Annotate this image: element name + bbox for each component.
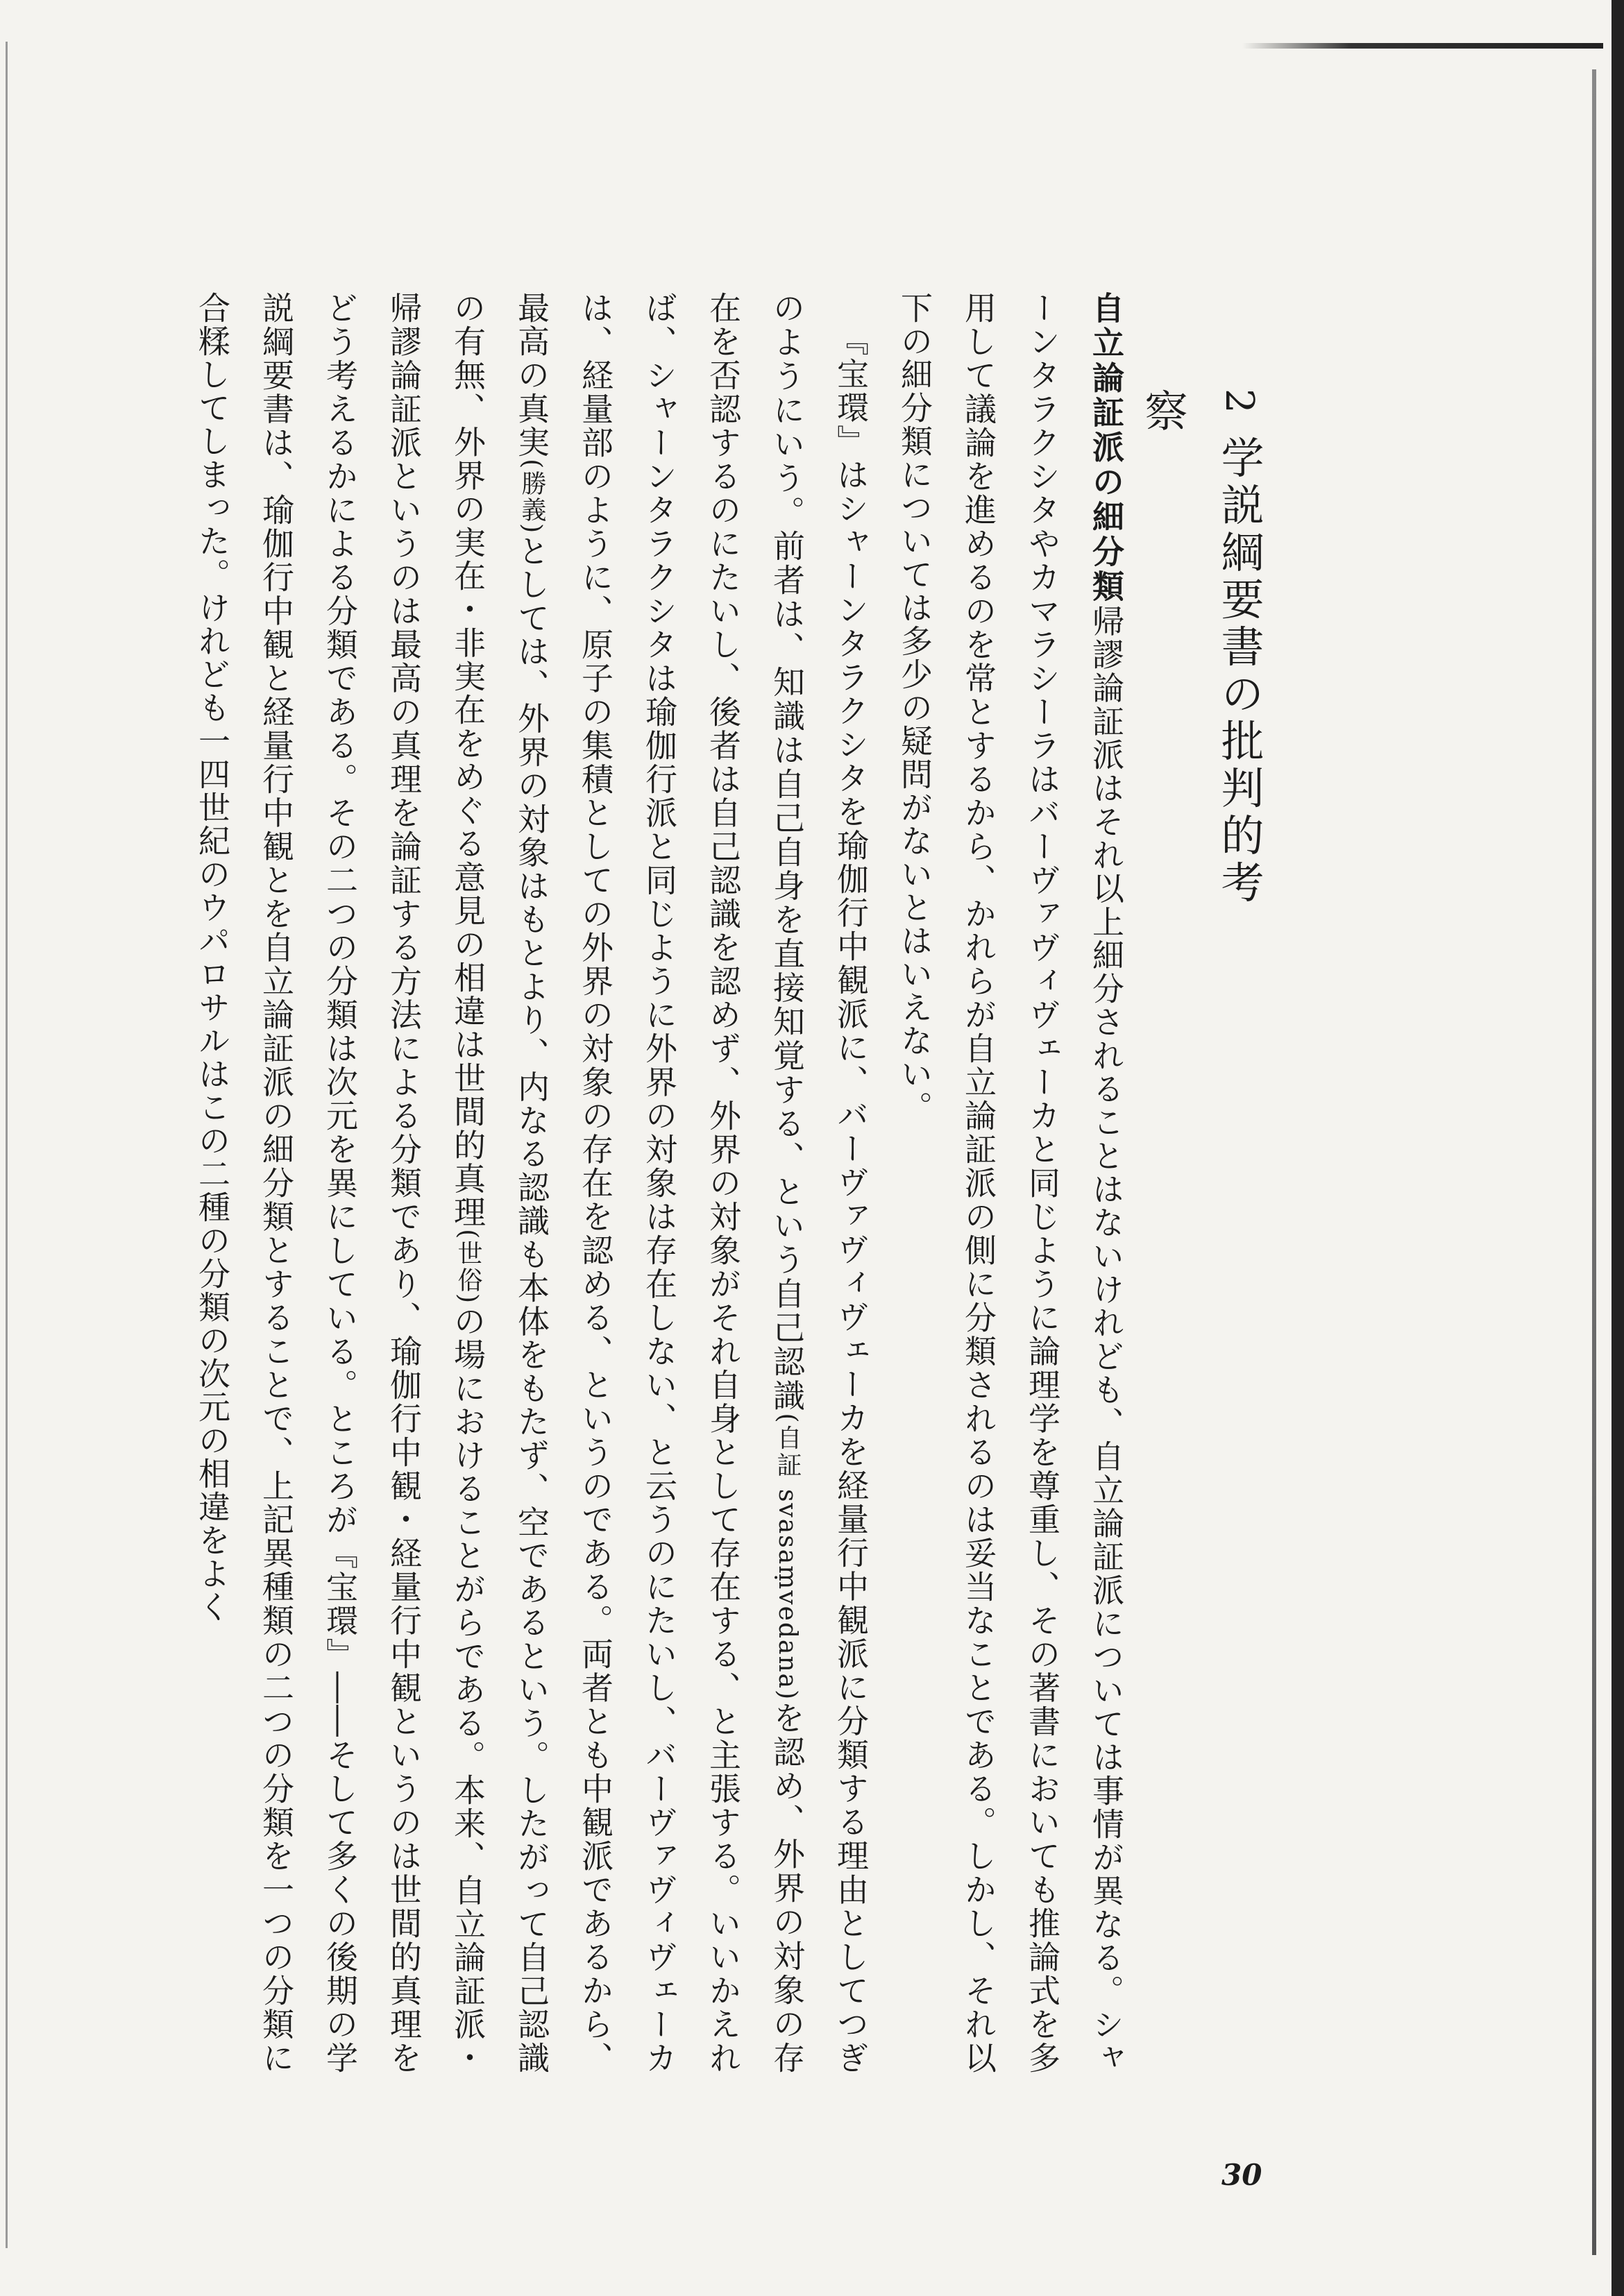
paragraph-2-note-b: (勝義) xyxy=(518,459,546,535)
page-number: 30 xyxy=(1221,2158,1262,2192)
chapter-title: 学説綱要書の批判的考察 xyxy=(1137,389,1264,908)
paragraph-2-text-a: 『宝環』はシャーンタラクシタを瑜伽行中観派に、バーヴァヴィヴェーカを経量行中観派に分類する理由としてつぎのようにいう。前者は、知識は自己自身を直接知覚する、という自己認識 xyxy=(768,291,870,2075)
paragraph-1 xyxy=(883,291,1138,2075)
paragraph-1-text: 帰謬論証派はそれ以上細分されることはないけれども、自立論証派については事情が異なる。シャーンタラクシタやカマラシーラはバーヴァヴィヴェーカと同じように論理学を尊重し、その著書においても推論式を多用して議論を進めるのを常とするから、かれらが自立論証派の側に分類されるのは妥当なことである。しかし、それ以下の細分類については多少の疑問がないとはいえない。 xyxy=(896,291,1125,2075)
scan-edge-top xyxy=(1242,43,1603,49)
paragraph-2-text-d: の場におけることがらである。本来、自立論証派・帰謬論証派というのは最高の真理を論証する方法による分類であり、瑜伽行中観・経量行中観というのは世間的真理をどう考えるかによる分類である。その二つの分類は次元を異にしている。ところが『宝環』――そして多くの後期の学説綱要書は、瑜伽行中観と経量行中観とを自立論証派の細分類とすることで、上記異種類の二つの分類を一つの分類に合糅してしまった。けれども一四世紀のウパロサルはこの二種の分類の次元の相違をよく xyxy=(194,291,487,2075)
paragraph-2-text-c: としては、外界の対象はもとより、内なる認識も本体をもたず、空であるという。したがって自己認識の有無、外界の実在・非実在をめぐる意見の相違は世間的真理 xyxy=(449,291,550,2075)
scan-edge-left xyxy=(6,42,8,2248)
paragraph-2 xyxy=(180,291,883,2075)
paragraph-2-note-c: (世俗) xyxy=(454,1229,482,1305)
section-heading: 自立論証派の細分類 xyxy=(1088,291,1125,605)
paragraph-2-text-b: を認め、外界の対象の存在を否認するのにたいし、後者は自己認識を認めず、外界の対象がそれ自身として存在する、と主張する。いいかえれば、シャーンタラクシタは瑜伽行派と同じように外界の対象は存在しない、と云うのにたいし、バーヴァヴィヴェーカは、経量部のように、原子の集積としての外界の対象の存在を認める、というのである。両者とも中観派であるから、最高の真実 xyxy=(513,291,806,2075)
paragraph-2-note-a: (自証 svasaṃvedana) xyxy=(773,1413,802,1701)
chapter-heading xyxy=(1137,389,1277,916)
scan-edge-right-inner xyxy=(1592,69,1596,2255)
scan-edge-right xyxy=(1612,0,1624,2296)
chapter-number: 2 xyxy=(1217,389,1262,418)
body-text xyxy=(167,291,1138,2075)
